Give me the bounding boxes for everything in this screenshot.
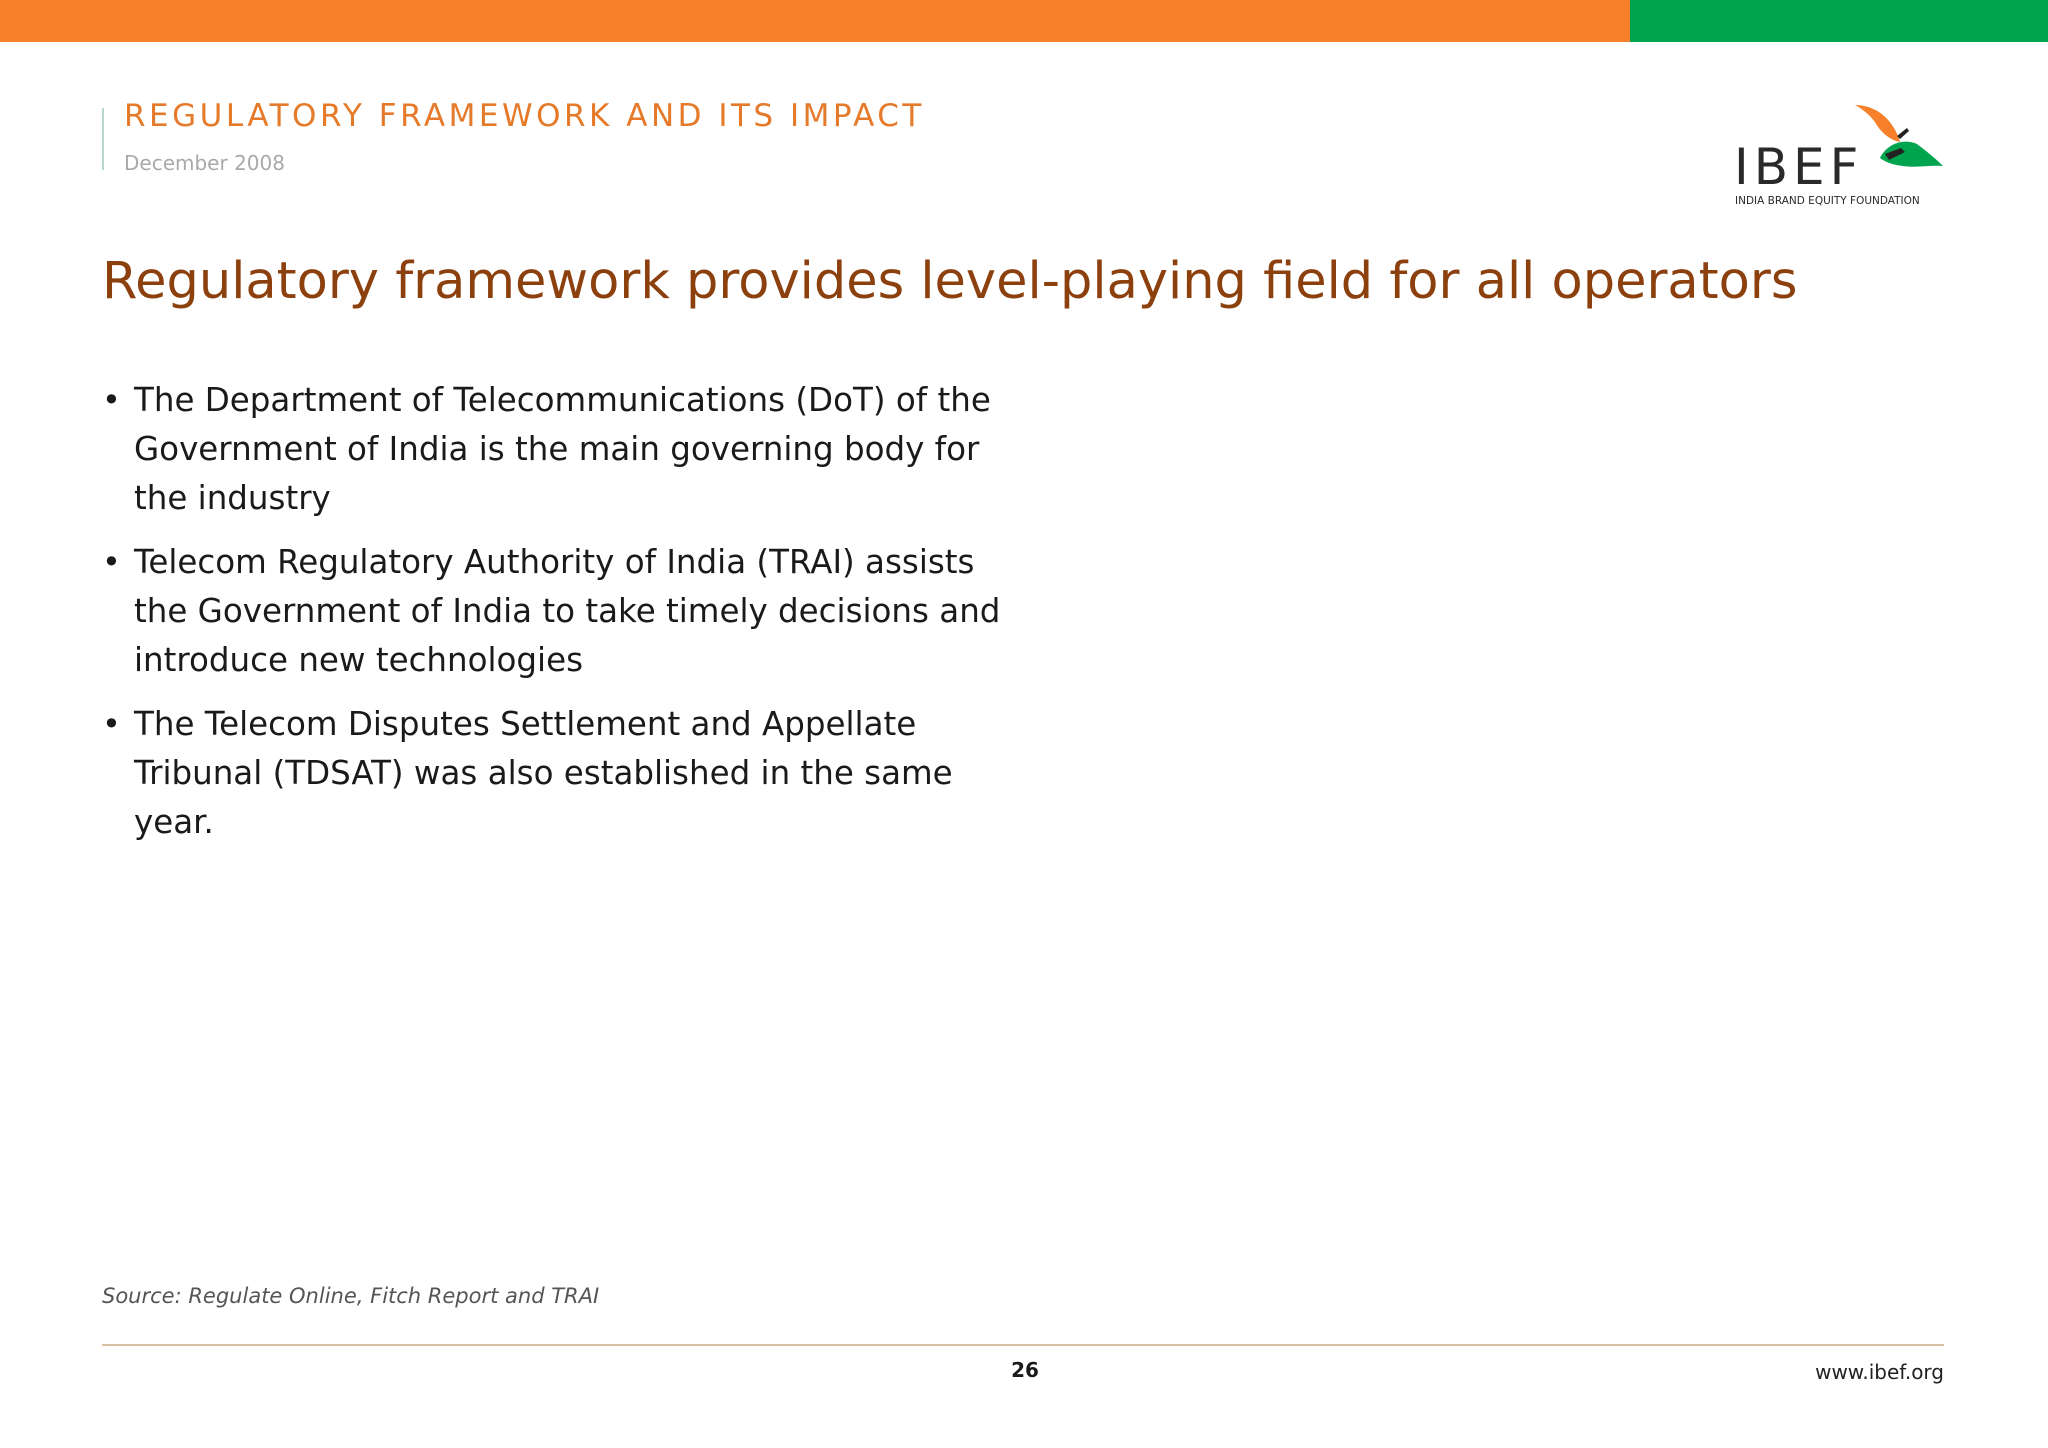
- page-number: 26: [1011, 1358, 1039, 1382]
- bullet-text: The Department of Telecommunications (DoT) of the Government of India is the main governing body for the industry: [134, 381, 991, 517]
- ibef-logo: [1730, 100, 1945, 215]
- logo-wordmark: IBEF: [1734, 138, 1864, 196]
- website-link[interactable]: www.ibef.org: [1815, 1360, 1944, 1384]
- bullet-text: Telecom Regulatory Authority of India (TRAI) assists the Government of India to take timely decisions and introduce new technologies: [134, 543, 1001, 679]
- logo-tagline: INDIA BRAND EQUITY FOUNDATION: [1735, 195, 1920, 207]
- bullet-item: [102, 538, 1022, 685]
- slide-headline: Regulatory framework provides level-playing field for all operators: [102, 252, 1798, 311]
- top-color-bar: [0, 0, 2048, 42]
- header-divider: [102, 108, 104, 170]
- footer-divider: [102, 1344, 1944, 1346]
- bullet-text: The Telecom Disputes Settlement and Appellate Tribunal (TDSAT) was also established in the same year.: [134, 705, 953, 841]
- bullet-list: [102, 376, 1022, 862]
- bullet-dot: •: [102, 543, 121, 581]
- top-bar-green: [1630, 0, 2048, 42]
- top-bar-orange: [0, 0, 1630, 42]
- report-date: December 2008: [124, 151, 285, 175]
- bullet-dot: •: [102, 381, 121, 419]
- bullet-dot: •: [102, 705, 121, 743]
- bird-icon: [1845, 100, 1945, 182]
- section-title: REGULATORY FRAMEWORK AND ITS IMPACT: [124, 98, 925, 134]
- bullet-item: [102, 376, 1022, 523]
- source-note: Source: Regulate Online, Fitch Report and TRAI: [102, 1284, 600, 1308]
- bullet-item: [102, 700, 1022, 847]
